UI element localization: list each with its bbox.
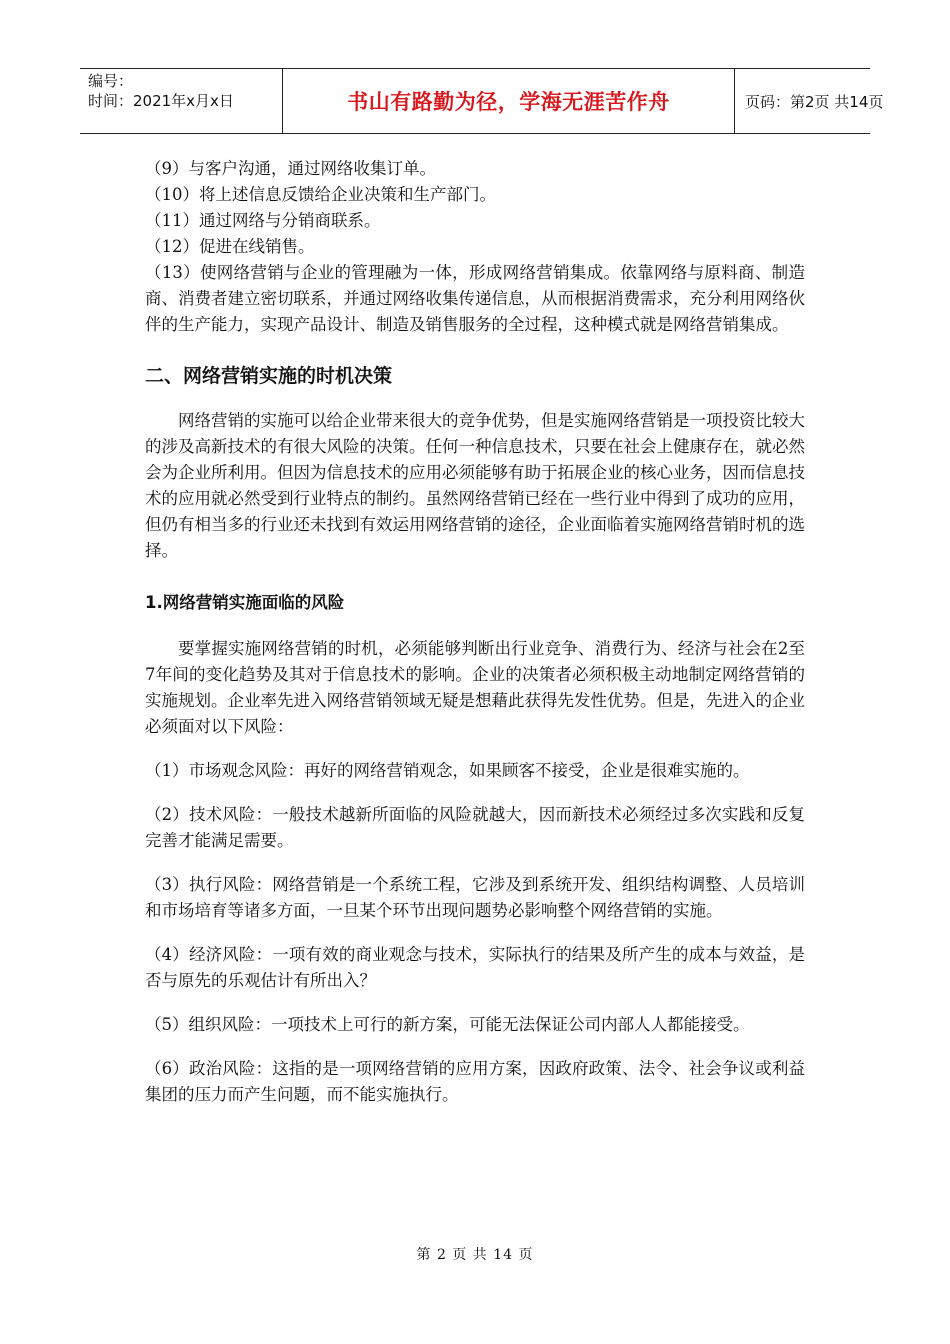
header-meta xyxy=(80,69,282,133)
subsection-heading-1: 1.网络营销实施面临的风险 xyxy=(145,593,345,612)
header-motto: 书山有路勤为径，学海无涯苦作舟 xyxy=(282,69,735,133)
risk-item-3: （3）执行风险：网络营销是一个系统工程，它涉及到系统开发、组织结构调整、人员培训和市场培育等诸多方面，一旦某个环节出现问题势必影响整个网络营销的实施。 xyxy=(145,875,805,920)
time-label: 时间：2021年x月x日 xyxy=(88,92,234,110)
risk-item-5: （5）组织风险：一项技术上可行的新方案，可能无法保证公司内部人人都能接受。 xyxy=(145,1015,750,1034)
risk-item-6: （6）政治风险：这指的是一项网络营销的应用方案，因政府政策、法令、社会争议或利益集团的压力而产生问题，而不能实施执行。 xyxy=(145,1059,805,1104)
list-item-9: （9）与客户沟通，通过网络收集订单。 xyxy=(145,159,436,178)
number-label: 编号： xyxy=(88,72,134,90)
list-item-13: （13）使网络营销与企业的管理融为一体，形成网络营销集成。依靠网络与原料商、制造商、消费者建立密切联系，并通过网络收集传递信息，从而根据消费需求，充分利用网络伙伴的生产能力，实现产品设计、制造及销售服务的全过程，这种模式就是网络营销集成。 xyxy=(145,263,805,334)
list-item-12: （12）促进在线销售。 xyxy=(145,237,315,256)
section-heading-2: 二、网络营销实施的时机决策 xyxy=(145,365,393,387)
page-header xyxy=(80,68,884,134)
header-page-info: 页码：第2页 共14页 xyxy=(745,92,884,111)
risk-item-4: （4）经济风险：一项有效的商业观念与技术，实际执行的结果及所产生的成本与效益，是否与原先的乐观估计有所出入？ xyxy=(145,945,805,990)
risk-item-2: （2）技术风险：一般技术越新所面临的风险就越大，因而新技术必须经过多次实践和反复完善才能满足需要。 xyxy=(145,805,805,850)
document-body xyxy=(145,156,805,1108)
list-item-11: （11）通过网络与分销商联系。 xyxy=(145,211,381,230)
list-item-10: （10）将上述信息反馈给企业决策和生产部门。 xyxy=(145,185,496,204)
section-2-intro: 网络营销的实施可以给企业带来很大的竞争优势，但是实施网络营销是一项投资比较大的涉及高新技术的有很大风险的决策。任何一种信息技术，只要在社会上健康存在，就必然会为企业所利用。但因为信息技术的应用必须能够有助于拓展企业的核心业务，因而信息技术的应用就必然受到行业特点的制约。虽然网络营销已经在一些行业中得到了成功的应用，但仍有相当多的行业还未找到有效运用网络营销的途径，企业面临着实施网络营销时机的选择。 xyxy=(145,411,805,560)
page-footer: 第 2 页 共 14 页 xyxy=(416,1247,534,1263)
subsection-1-intro: 要掌握实施网络营销的时机，必须能够判断出行业竞争、消费行为、经济与社会在2至7年间的变化趋势及其对于信息技术的影响。企业的决策者必须积极主动地制定网络营销的实施规划。企业率先进入网络营销领域无疑是想藉此获得先发性优势。但是，先进入的企业必须面对以下风险： xyxy=(145,639,805,736)
risk-item-1: （1）市场观念风险：再好的网络营销观念，如果顾客不接受，企业是很难实施的。 xyxy=(145,761,750,780)
